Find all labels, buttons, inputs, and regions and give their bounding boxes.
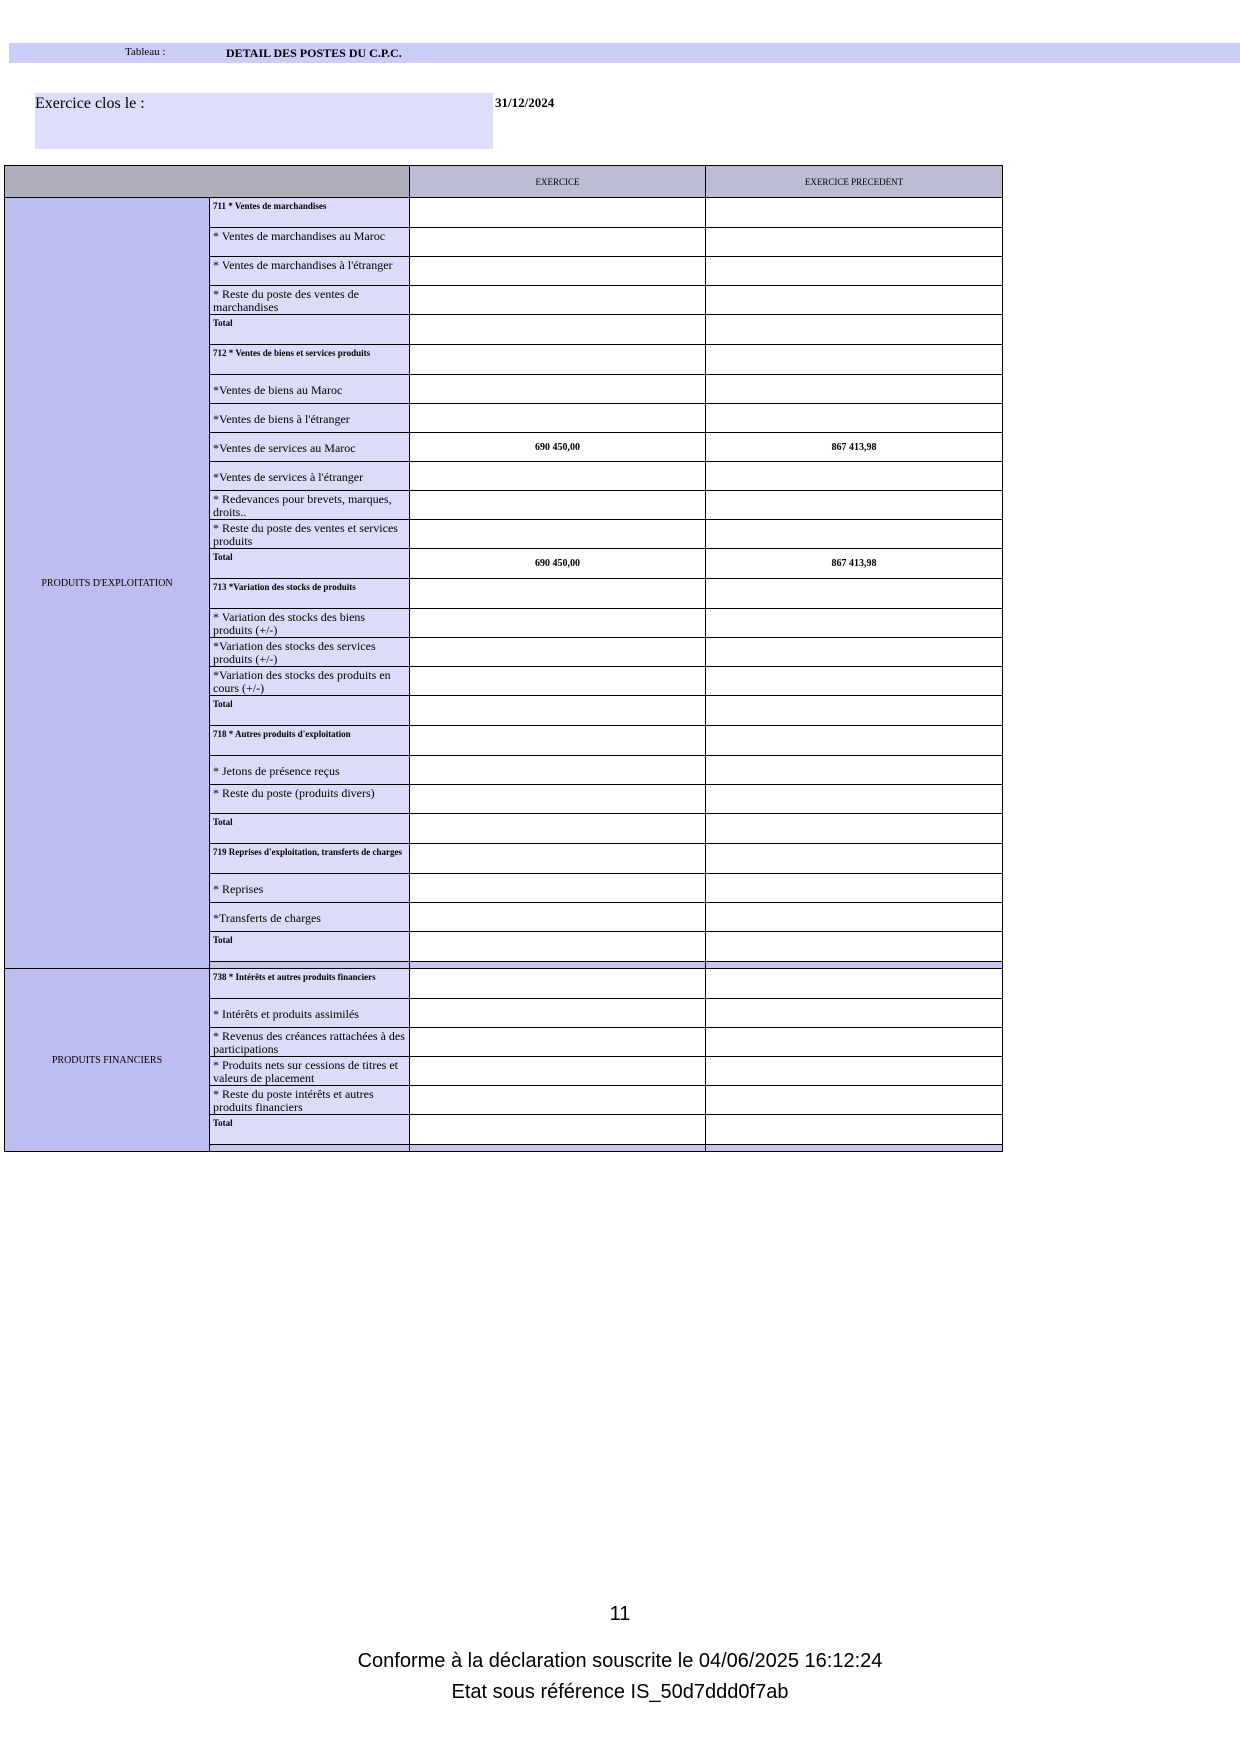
title-bar — [9, 43, 1240, 63]
value-exercice — [410, 198, 706, 228]
value-exercice-precedent — [706, 520, 1003, 549]
row-label: * Reste du poste des ventes de marchandises — [210, 286, 410, 315]
value-exercice-precedent — [706, 579, 1003, 609]
value-exercice — [410, 345, 706, 375]
cpc-detail-table — [4, 165, 1003, 1152]
value-exercice-precedent — [706, 667, 1003, 696]
column-header-exercice: EXERCICE — [410, 166, 706, 198]
row-label: *Ventes de services à l'étranger — [210, 462, 410, 491]
exercice-box — [35, 93, 493, 149]
row-label: * Redevances pour brevets, marques, droits.. — [210, 491, 410, 520]
value-exercice — [410, 667, 706, 696]
header-blank-cell — [5, 166, 410, 198]
row-label: Total — [210, 1115, 410, 1145]
value-exercice — [410, 228, 706, 257]
value-exercice — [410, 579, 706, 609]
value-exercice-precedent — [706, 1028, 1003, 1057]
separator-cell — [706, 962, 1003, 969]
value-exercice — [410, 969, 706, 999]
value-exercice-precedent — [706, 491, 1003, 520]
value-exercice-precedent — [706, 726, 1003, 756]
footer-conformity: Conforme à la déclaration souscrite le 04/06/2025 16:12:24 — [357, 1650, 883, 1672]
value-exercice — [410, 814, 706, 844]
row-label: * Revenus des créances rattachées à des participations — [210, 1028, 410, 1057]
value-exercice — [410, 609, 706, 638]
separator-cell — [210, 1145, 410, 1152]
value-exercice-precedent — [706, 999, 1003, 1028]
table-row — [5, 969, 1003, 999]
value-exercice-precedent — [706, 1086, 1003, 1115]
row-label: Total — [210, 549, 410, 579]
value-exercice-precedent — [706, 814, 1003, 844]
value-exercice-precedent — [706, 785, 1003, 814]
value-exercice-precedent — [706, 1115, 1003, 1145]
value-exercice-precedent — [706, 932, 1003, 962]
value-exercice-precedent — [706, 375, 1003, 404]
value-exercice — [410, 874, 706, 903]
value-exercice-precedent — [706, 462, 1003, 491]
value-exercice — [410, 785, 706, 814]
value-exercice — [410, 932, 706, 962]
value-exercice — [410, 1115, 706, 1145]
separator-cell — [410, 962, 706, 969]
row-label: * Produits nets sur cessions de titres et valeurs de placement — [210, 1057, 410, 1086]
value-exercice: 690 450,00 — [410, 549, 706, 579]
row-label: Total — [210, 814, 410, 844]
row-label: * Reste du poste des ventes et services produits — [210, 520, 410, 549]
separator-cell — [410, 1145, 706, 1152]
value-exercice — [410, 462, 706, 491]
value-exercice-precedent — [706, 969, 1003, 999]
footer-reference: Etat sous référence IS_50d7ddd0f7ab — [451, 1681, 789, 1703]
value-exercice-precedent: 867 413,98 — [706, 433, 1003, 462]
value-exercice — [410, 696, 706, 726]
row-label: * Reste du poste (produits divers) — [210, 785, 410, 814]
value-exercice — [410, 638, 706, 667]
row-label: * Intérêts et produits assimilés — [210, 999, 410, 1028]
value-exercice-precedent — [706, 696, 1003, 726]
row-label: * Reprises — [210, 874, 410, 903]
row-label: 738 * Intérêts et autres produits financiers — [210, 969, 410, 999]
value-exercice — [410, 726, 706, 756]
category-cell: PRODUITS D'EXPLOITATION — [5, 198, 210, 969]
value-exercice — [410, 375, 706, 404]
value-exercice — [410, 1057, 706, 1086]
row-label: Total — [210, 932, 410, 962]
value-exercice — [410, 999, 706, 1028]
value-exercice-precedent — [706, 903, 1003, 932]
value-exercice — [410, 520, 706, 549]
value-exercice-precedent — [706, 638, 1003, 667]
value-exercice — [410, 257, 706, 286]
value-exercice — [410, 1086, 706, 1115]
value-exercice — [410, 491, 706, 520]
row-label: * Reste du poste intérêts et autres produits financiers — [210, 1086, 410, 1115]
separator-cell — [706, 1145, 1003, 1152]
row-label: *Variation des stocks des services produits (+/-) — [210, 638, 410, 667]
value-exercice — [410, 404, 706, 433]
value-exercice-precedent — [706, 609, 1003, 638]
row-label: 711 * Ventes de marchandises — [210, 198, 410, 228]
value-exercice-precedent — [706, 257, 1003, 286]
value-exercice — [410, 903, 706, 932]
table-row — [5, 198, 1003, 228]
row-label: *Transferts de charges — [210, 903, 410, 932]
row-label: 718 * Autres produits d'exploitation — [210, 726, 410, 756]
value-exercice-precedent — [706, 404, 1003, 433]
value-exercice-precedent — [706, 345, 1003, 375]
value-exercice-precedent — [706, 228, 1003, 257]
exercice-label: Exercice clos le : — [35, 95, 145, 112]
value-exercice — [410, 844, 706, 874]
value-exercice — [410, 1028, 706, 1057]
value-exercice — [410, 756, 706, 785]
category-cell: PRODUITS FINANCIERS — [5, 969, 210, 1152]
separator-cell — [210, 962, 410, 969]
row-label: * Ventes de marchandises à l'étranger — [210, 257, 410, 286]
value-exercice: 690 450,00 — [410, 433, 706, 462]
row-label: * Jetons de présence reçus — [210, 756, 410, 785]
row-label: * Variation des stocks des biens produits (+/-) — [210, 609, 410, 638]
value-exercice-precedent — [706, 286, 1003, 315]
table-header-row — [5, 166, 1003, 198]
value-exercice-precedent — [706, 844, 1003, 874]
row-label: *Variation des stocks des produits en cours (+/-) — [210, 667, 410, 696]
page-title: DETAIL DES POSTES DU C.P.C. — [226, 46, 402, 60]
value-exercice-precedent — [706, 756, 1003, 785]
row-label: *Ventes de biens au Maroc — [210, 375, 410, 404]
value-exercice — [410, 286, 706, 315]
page-number: 11 — [609, 1603, 631, 1625]
value-exercice-precedent — [706, 198, 1003, 228]
row-label: 719 Reprises d'exploitation, transferts de charges — [210, 844, 410, 874]
row-label: Total — [210, 696, 410, 726]
value-exercice-precedent — [706, 1057, 1003, 1086]
value-exercice-precedent: 867 413,98 — [706, 549, 1003, 579]
value-exercice-precedent — [706, 315, 1003, 345]
column-header-exercice-precedent: EXERCICE PRECEDENT — [706, 166, 1003, 198]
row-label: *Ventes de biens à l'étranger — [210, 404, 410, 433]
value-exercice — [410, 315, 706, 345]
tableau-label: Tableau : — [125, 46, 166, 58]
row-label: *Ventes de services au Maroc — [210, 433, 410, 462]
row-label: * Ventes de marchandises au Maroc — [210, 228, 410, 257]
row-label: Total — [210, 315, 410, 345]
row-label: 713 *Variation des stocks de produits — [210, 579, 410, 609]
exercice-date: 31/12/2024 — [495, 95, 555, 110]
row-label: 712 * Ventes de biens et services produits — [210, 345, 410, 375]
value-exercice-precedent — [706, 874, 1003, 903]
